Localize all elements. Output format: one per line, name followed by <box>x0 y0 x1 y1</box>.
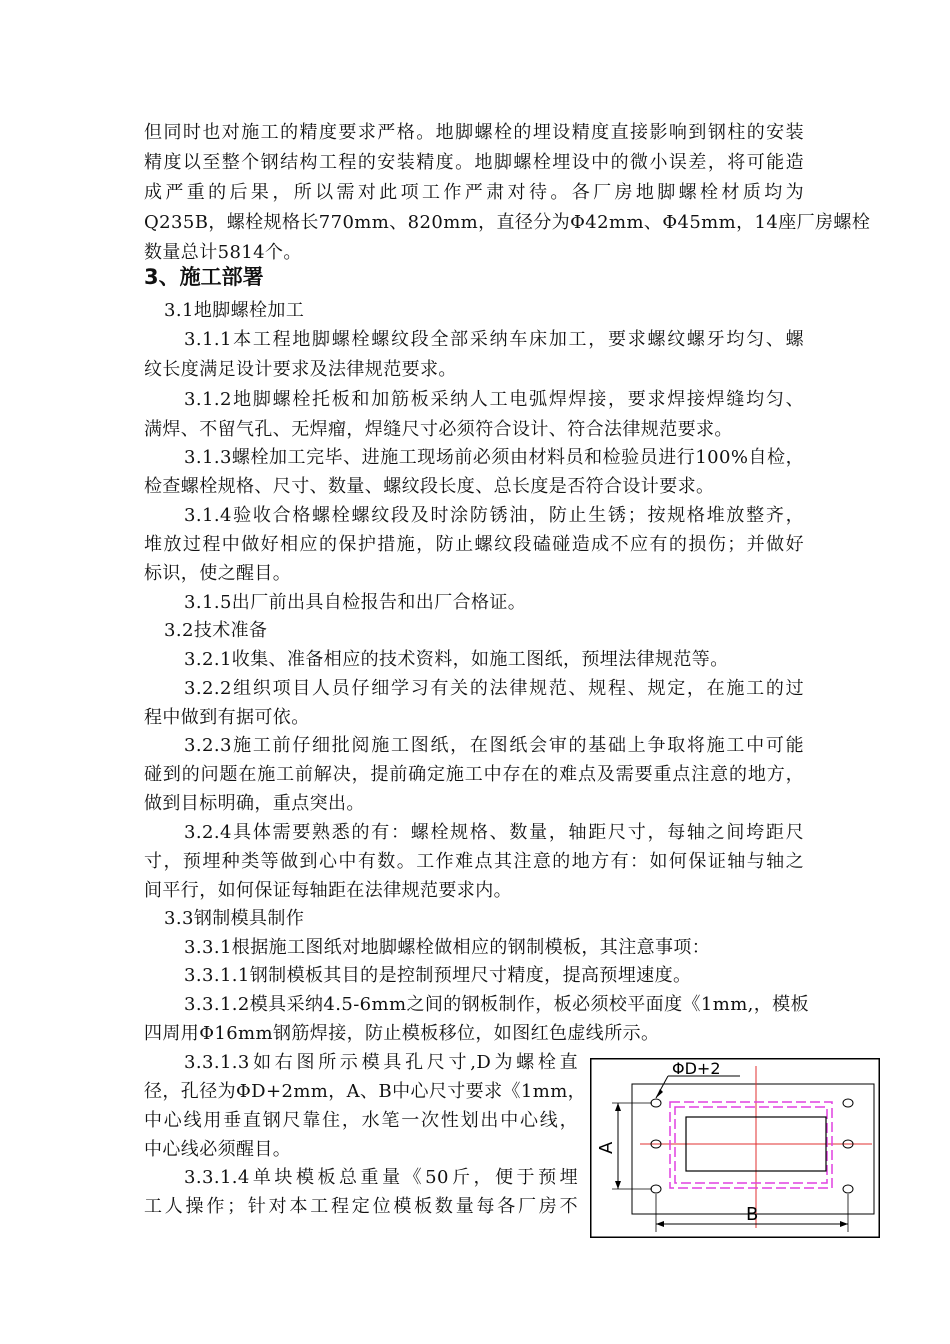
paragraph-line: 3.1.1本工程地脚螺栓螺纹段全部采纳车床加工，要求螺纹螺牙均匀、螺 <box>184 329 804 350</box>
hole-size-label: ΦD+2 <box>672 1059 721 1078</box>
leader-arrow <box>656 1089 663 1098</box>
dimension-arrow <box>840 1221 848 1227</box>
paragraph-line: 3.2.2组织项目人员仔细学习有关的法律规范、规程、规定，在施工的过 <box>184 678 804 699</box>
paragraph-line: 间平行，如何保证每轴距在法律规范要求内。 <box>144 880 512 901</box>
paragraph-line: 中心线用垂直钢尺靠住，水笔一次性划出中心线， <box>144 1110 578 1131</box>
subsection-title: 3.2技术准备 <box>164 620 268 641</box>
paragraph-line: 3.1.2地脚螺栓托板和加筋板采纳人工电弧焊焊接，要求焊接焊缝均匀、 <box>184 389 804 410</box>
paragraph-line: 四周用Φ16mm钢筋焊接，防止模板移位，如图红色虚线所示。 <box>144 1023 660 1044</box>
bolt-hole <box>651 1099 661 1107</box>
rebar-outline-outer <box>670 1102 832 1188</box>
paragraph-line: Q235B，螺栓规格长770mm、820mm，直径分为Φ42mm、Φ45mm，14座厂房螺栓 <box>144 212 871 233</box>
dimension-arrow <box>615 1181 621 1189</box>
paragraph-line: 数量总计5814个。 <box>144 242 302 263</box>
dimension-b-label: B <box>746 1204 759 1225</box>
paragraph-line: 3.2.1收集、准备相应的技术资料，如施工图纸，预埋法律规范等。 <box>184 649 729 670</box>
paragraph-line: 碰到的问题在施工前解决，提前确定施工中存在的难点及需要重点注意的地方， <box>144 764 804 785</box>
subsection-title: 3.3钢制模具制作 <box>164 908 305 929</box>
paragraph-line: 但同时也对施工的精度要求严格。地脚螺栓的埋设精度直接影响到钢柱的安装 <box>144 122 804 143</box>
paragraph-line: 3.2.4具体需要熟悉的有：螺栓规格、数量，轴距尺寸，每轴之间垮距尺 <box>184 822 804 843</box>
template-drawing <box>590 1058 880 1238</box>
plate-outline <box>632 1084 874 1214</box>
paragraph-line: 纹长度满足设计要求及法律规范要求。 <box>144 359 457 380</box>
paragraph-line: 3.3.1根据施工图纸对地脚螺栓做相应的钢制模板，其注意事项： <box>184 937 711 958</box>
paragraph-line: 3.1.3螺栓加工完毕、进施工现场前必须由材料员和检验员进行100%自检， <box>184 447 804 468</box>
paragraph-line: 程中做到有据可依。 <box>144 707 310 728</box>
paragraph-line: 满焊、不留气孔、无焊瘤，焊缝尺寸必须符合设计、符合法律规范要求。 <box>144 419 733 440</box>
bolt-hole <box>651 1185 661 1193</box>
paragraph-line: 做到目标明确，重点突出。 <box>144 793 365 814</box>
paragraph-line: 3.1.4验收合格螺栓螺纹段及时涂防锈油，防止生锈；按规格堆放整齐， <box>184 505 804 526</box>
bolt-hole <box>843 1099 853 1107</box>
dimension-arrow <box>656 1221 664 1227</box>
paragraph-line: 检查螺栓规格、尺寸、数量、螺纹段长度、总长度是否符合设计要求。 <box>144 476 715 497</box>
subsection-title: 3.1地脚螺栓加工 <box>164 300 305 321</box>
paragraph-line: 径，孔径为ΦD+2mm，A、B中心尺寸要求《1mm， <box>144 1081 587 1102</box>
figure-frame <box>591 1059 880 1238</box>
dimension-arrow <box>615 1103 621 1111</box>
paragraph-line: 成严重的后果，所以需对此项工作严肃对待。各厂房地脚螺栓材质均为 <box>144 182 804 203</box>
paragraph-line: 3.3.1.1钢制模板其目的是控制预埋尺寸精度，提高预埋速度。 <box>184 965 692 986</box>
paragraph-line: 工人操作；针对本工程定位模板数量每各厂房不 <box>144 1196 578 1217</box>
paragraph-line: 标识，使之醒目。 <box>144 563 292 584</box>
bolt-hole <box>843 1185 853 1193</box>
dimension-a-label: A <box>596 1141 617 1154</box>
paragraph-line: 3.3.1.2模具采纳4.5-6mm之间的钢板制作，板必须校平面度《1mm,，模板 <box>184 994 809 1015</box>
paragraph-line: 中心线必须醒目。 <box>144 1139 292 1160</box>
paragraph-line: 3.1.5出厂前出具自检报告和出厂合格证。 <box>184 592 527 613</box>
paragraph-line: 精度以至整个钢结构工程的安装精度。地脚螺栓埋设中的微小误差，将可能造 <box>144 152 804 173</box>
paragraph-line: 3.3.1.4单块模板总重量《50斤，便于预埋 <box>184 1167 578 1188</box>
paragraph-line: 寸，预埋种类等做到心中有数。工作难点其注意的地方有：如何保证轴与轴之 <box>144 851 804 872</box>
section-heading: 3、施工部署 <box>144 265 264 289</box>
paragraph-line: 3.3.1.3如右图所示模具孔尺寸,D为螺栓直 <box>184 1052 578 1073</box>
paragraph-line: 3.2.3施工前仔细批阅施工图纸，在图纸会审的基础上争取将施工中可能 <box>184 735 804 756</box>
paragraph-line: 堆放过程中做好相应的保护措施，防止螺纹段磕碰造成不应有的损伤；并做好 <box>144 534 804 555</box>
